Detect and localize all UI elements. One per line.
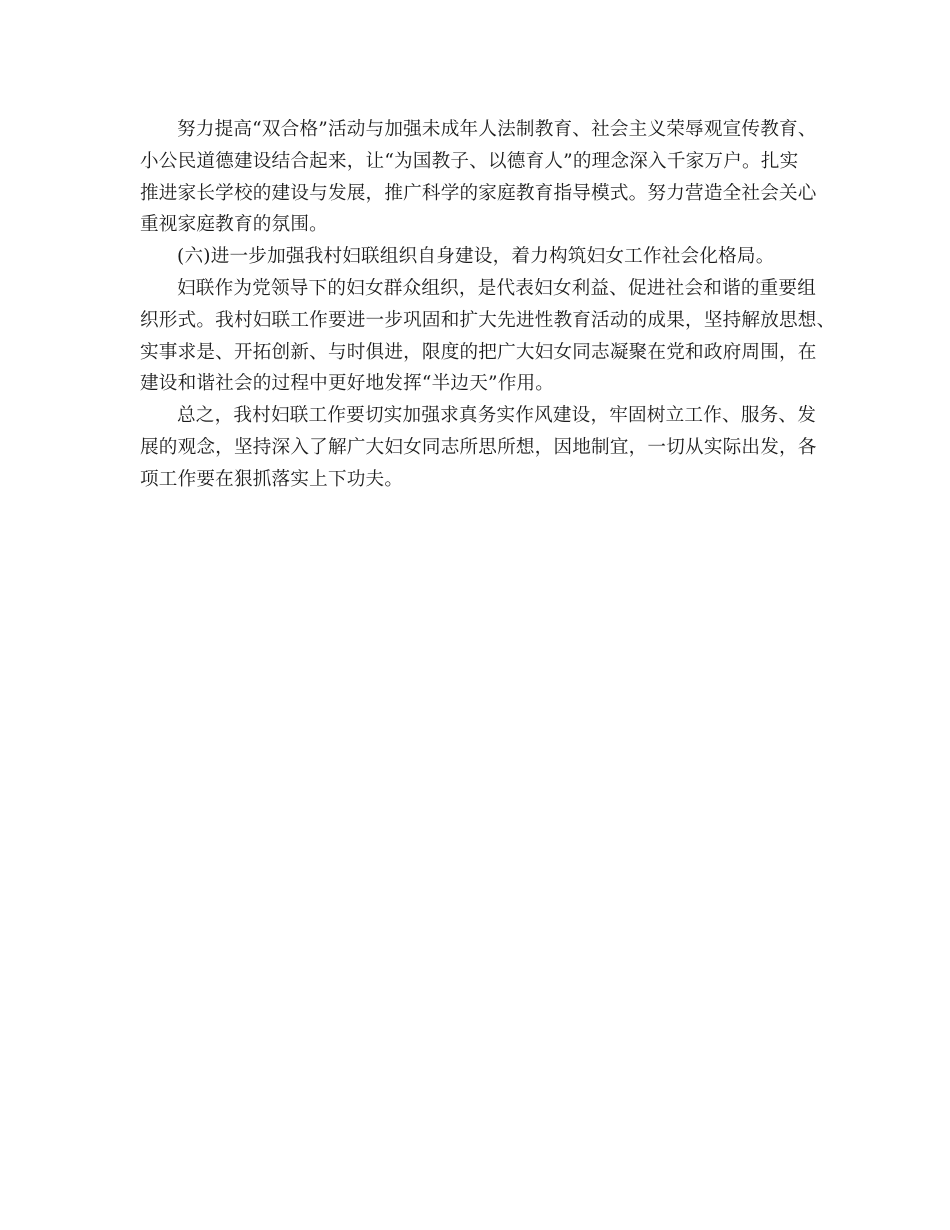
paragraph-womens-federation (140, 273, 836, 400)
document-body (140, 114, 836, 496)
section-heading-six (140, 241, 812, 273)
text-line: 建设和谐社会的过程中更好地发挥“半边天”作用。 (140, 373, 555, 395)
text-line: 努力提高“双合格”活动与加强未成年人法制教育、社会主义荣辱观宣传教育、 (177, 119, 817, 140)
text-line: 小公民道德建设结合起来，让“为国教子、以德育人”的理念深入千家万户。扎实 (140, 150, 799, 172)
text-line: 妇联作为党领导下的妇女群众组织，是代表妇女利益、促进社会和谐的重要组 (177, 277, 816, 299)
text-line: 项工作要在狠抓落实上下功夫。 (140, 468, 404, 490)
paragraph-conclusion (140, 400, 817, 495)
paragraph-family-education (140, 114, 817, 241)
text-line: (六)进一步加强我村妇联组织自身建设，着力构筑妇女工作社会化格局。 (177, 246, 775, 268)
text-line: 重视家庭教育的氛围。 (140, 214, 328, 236)
text-line: 总之，我村妇联工作要切实加强求真务实作风建设，牢固树立工作、服务、发 (177, 405, 816, 427)
text-line: 实事求是、开拓创新、与时俱进，限度的把广大妇女同志凝聚在党和政府周围，在 (140, 341, 817, 363)
text-line: 推进家长学校的建设与发展，推广科学的家庭教育指导模式。努力营造全社会关心 (140, 182, 817, 204)
text-line: 织形式。我村妇联工作要进一步巩固和扩大先进性教育活动的成果，坚持解放思想、 (140, 309, 836, 331)
text-line: 展的观念，坚持深入了解广大妇女同志所思所想，因地制宜，一切从实际出发，各 (140, 436, 817, 458)
